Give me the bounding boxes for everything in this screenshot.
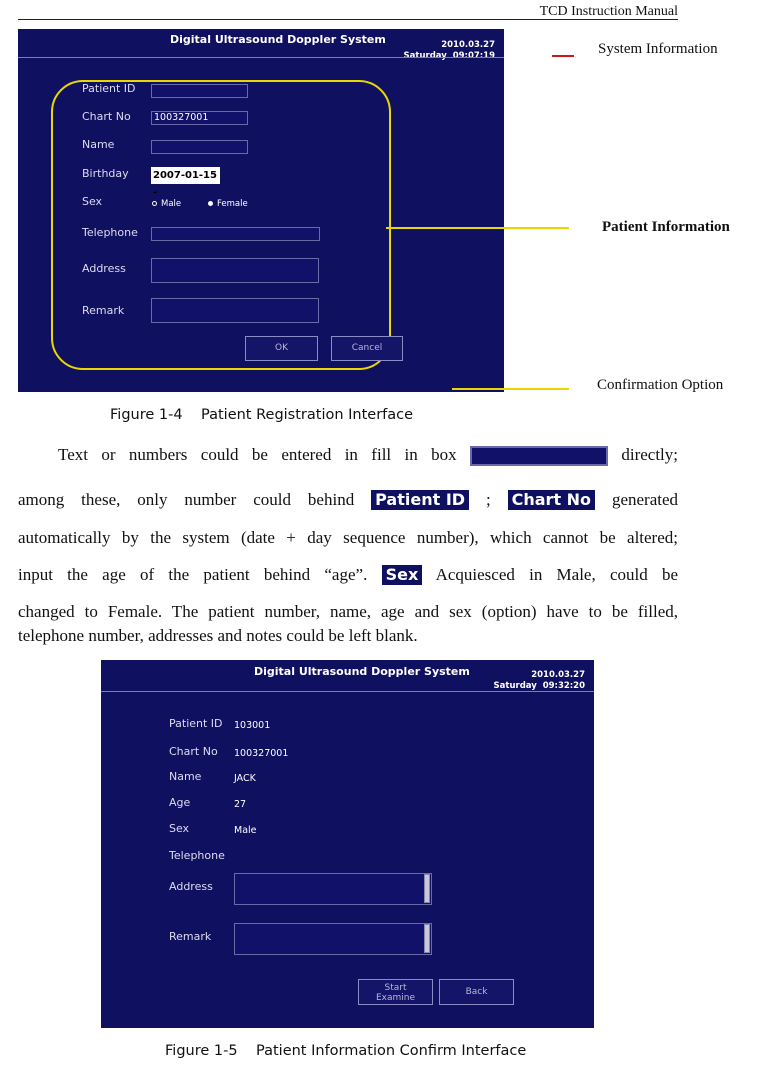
- label-sex: Sex: [169, 822, 190, 835]
- patient-registration-screen: [18, 29, 504, 392]
- label-chart-no: Chart No: [169, 745, 218, 758]
- name-value: JACK: [234, 773, 256, 784]
- screen-datetime: [404, 40, 495, 62]
- label-patient-id: Patient ID: [169, 717, 223, 730]
- label-remark: Remark: [82, 304, 125, 317]
- callout-system-information: System Information: [598, 41, 718, 57]
- label-patient-id: Patient ID: [82, 82, 136, 95]
- body-text: generated: [611, 490, 679, 509]
- chart-no-value: 100327001: [154, 112, 209, 123]
- label-age: Age: [169, 796, 191, 809]
- label-name: Name: [82, 138, 115, 151]
- radio-male-label: Male: [161, 199, 182, 209]
- back-button[interactable]: Back: [439, 979, 514, 1005]
- chart-no-chip: Chart No: [508, 490, 595, 510]
- birthday-date-picker[interactable]: 2007-01-15 -: [151, 167, 220, 184]
- body-text: Acquiesced in Male, could be: [435, 565, 679, 584]
- body-line-6: telephone number, addresses and notes could be left blank.: [18, 626, 418, 645]
- callout-confirmation-option: Confirmation Option: [597, 377, 724, 393]
- sex-value: Male: [234, 825, 257, 836]
- label-address: Address: [169, 880, 213, 893]
- remark-scrollbar[interactable]: [424, 924, 430, 953]
- radio-female-label: Female: [217, 199, 248, 209]
- address-scrollbar[interactable]: [424, 874, 430, 903]
- patient-confirm-screen: [101, 660, 594, 1028]
- chart-no-value: 100327001: [234, 748, 289, 759]
- ok-button[interactable]: OK: [245, 336, 318, 361]
- start-label-line1: Start: [384, 983, 407, 993]
- body-line-5: changed to Female. The patient number, name, age and sex (option) have to be filled,: [18, 602, 678, 621]
- body-text: ;: [485, 490, 491, 509]
- radio-unselected-icon: [152, 201, 157, 206]
- address-field[interactable]: [151, 258, 319, 283]
- fill-box-example: [470, 446, 608, 466]
- screen-title: Digital Ultrasound Doppler System: [254, 665, 470, 678]
- label-telephone: Telephone: [169, 849, 225, 862]
- start-examine-button[interactable]: [358, 979, 433, 1005]
- sex-chip: Sex: [382, 565, 423, 585]
- remark-display: [234, 923, 432, 955]
- screen-time: Saturday 09:07:19: [403, 51, 495, 61]
- chart-no-field[interactable]: [151, 111, 248, 125]
- label-name: Name: [169, 770, 202, 783]
- body-text: directly;: [621, 445, 679, 464]
- radio-selected-icon: [208, 201, 213, 206]
- body-line-3: automatically by the system (date + day sequence number), which cannot be altered;: [18, 528, 678, 547]
- callout-patient-information: Patient Information: [602, 219, 730, 235]
- age-value: 27: [234, 799, 247, 810]
- body-line-1: [58, 445, 678, 466]
- figure-caption-1-5: Figure 1-5 Patient Information Confirm Interface: [165, 1043, 527, 1059]
- patient-id-chip: Patient ID: [371, 490, 469, 510]
- title-divider: [18, 57, 504, 58]
- patient-info-leader: [386, 227, 569, 229]
- system-info-marker: [552, 55, 574, 57]
- label-birthday: Birthday: [82, 167, 129, 180]
- sex-radio-male[interactable]: [152, 199, 181, 209]
- body-text: among these, only number could behind: [18, 490, 355, 509]
- screen-datetime: [494, 670, 585, 692]
- body-line-2: [18, 490, 678, 510]
- manual-header: TCD Instruction Manual: [539, 4, 678, 19]
- name-field[interactable]: [151, 140, 248, 154]
- remark-field[interactable]: [151, 298, 319, 323]
- screen-time: Saturday 09:32:20: [493, 681, 585, 691]
- screen-title: Digital Ultrasound Doppler System: [170, 33, 386, 46]
- patient-id-value: 103001: [234, 720, 271, 731]
- label-address: Address: [82, 262, 126, 275]
- label-remark: Remark: [169, 930, 212, 943]
- start-label-line2: Examine: [375, 993, 416, 1003]
- screen-date: 2010.03.27: [441, 40, 495, 50]
- title-divider: [101, 691, 594, 692]
- cancel-button[interactable]: Cancel: [331, 336, 403, 361]
- figure-caption-1-4: Figure 1-4 Patient Registration Interface: [110, 407, 414, 423]
- label-telephone: Telephone: [82, 226, 138, 239]
- body-line-4: [18, 565, 678, 585]
- label-sex: Sex: [82, 195, 103, 208]
- label-chart-no: Chart No: [82, 110, 131, 123]
- body-text: input the age of the patient behind “age”.: [18, 565, 368, 584]
- body-text: Text or numbers could be entered in fill in box: [58, 445, 457, 464]
- confirmation-leader: [452, 388, 569, 390]
- patient-id-field[interactable]: [151, 84, 248, 98]
- telephone-field[interactable]: [151, 227, 320, 241]
- header-rule: [18, 19, 678, 20]
- screen-date: 2010.03.27: [531, 670, 585, 680]
- sex-radio-female[interactable]: [208, 199, 248, 209]
- address-display: [234, 873, 432, 905]
